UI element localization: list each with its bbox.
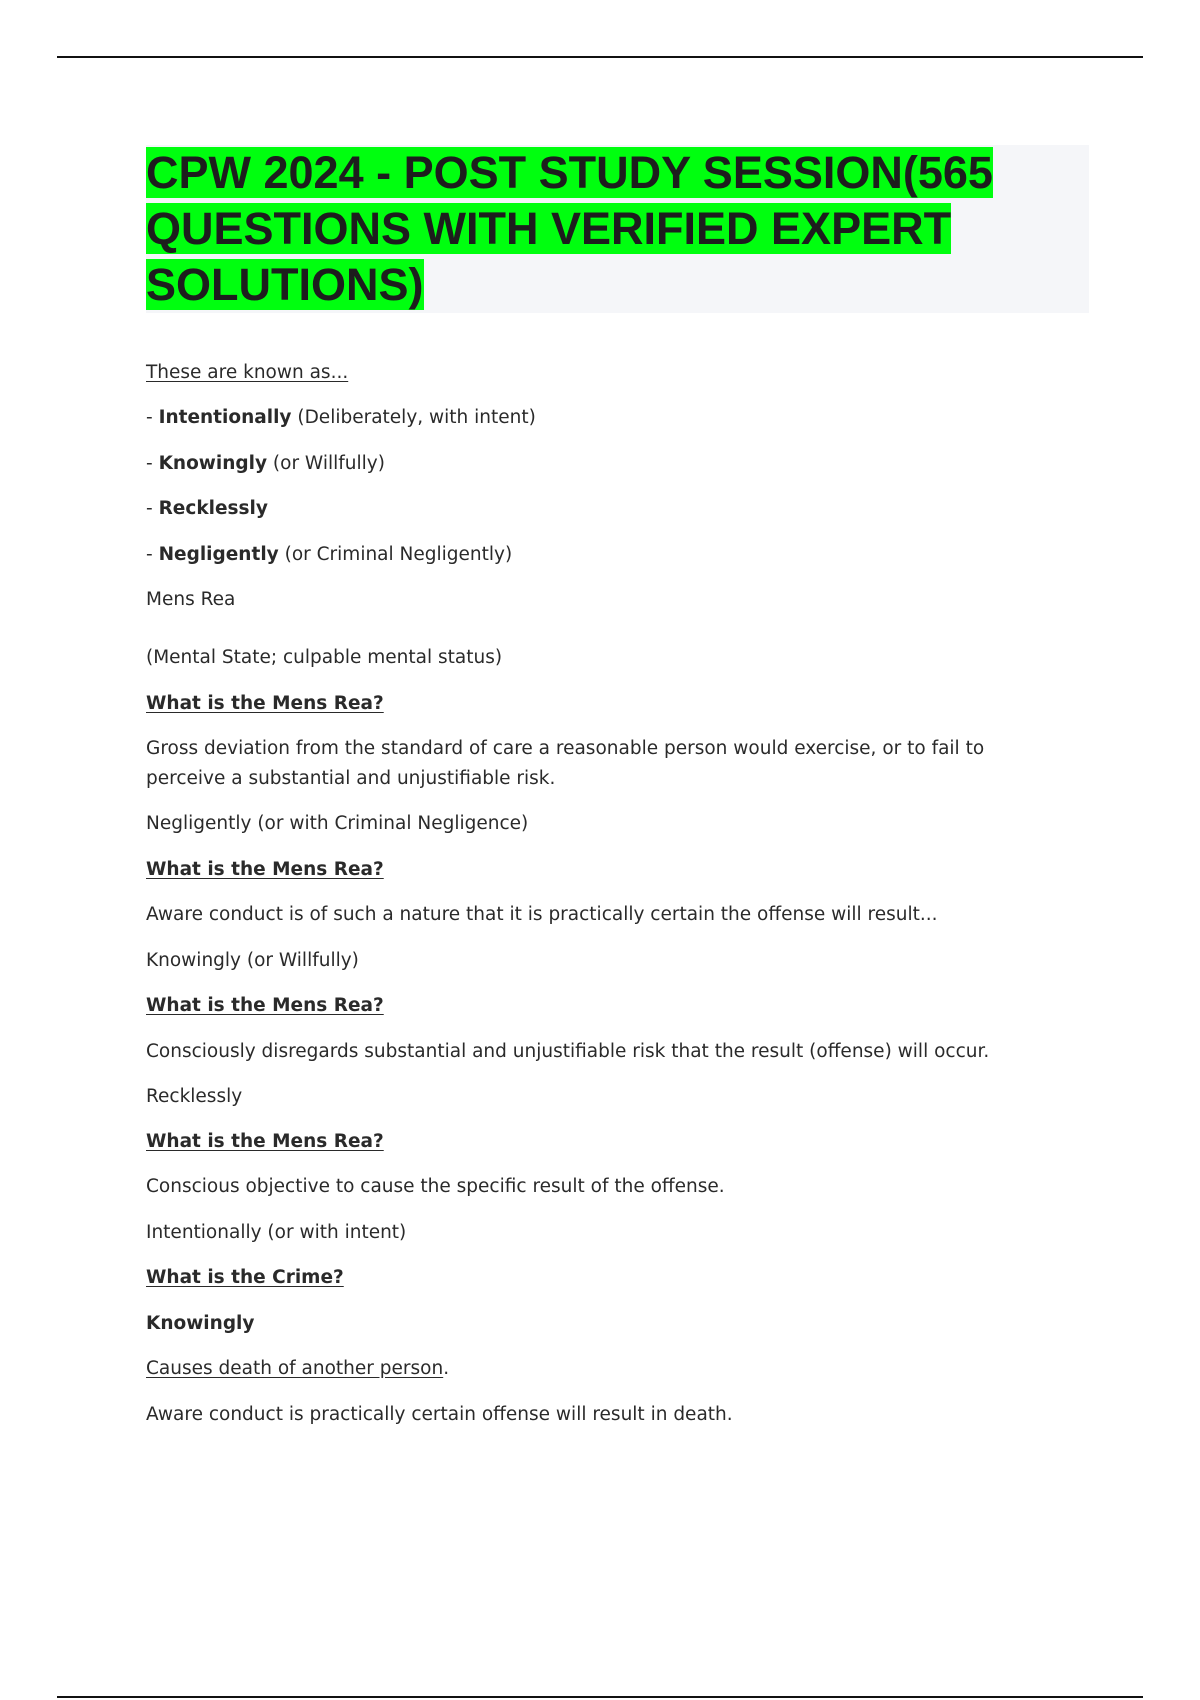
question-heading: What is the Mens Rea? — [146, 995, 384, 1016]
question-prompt: Conscious objective to cause the specific result of the offense. — [146, 1176, 725, 1197]
answer-mens-rea: Mens Rea — [146, 589, 236, 610]
document-title: CPW 2024 - POST STUDY SESSION(565 QUESTIONS WITH VERIFIED EXPERT SOLUTIONS) — [146, 147, 993, 310]
top-rule — [57, 56, 1143, 58]
question-heading: What is the Mens Rea? — [146, 1131, 384, 1152]
list-item-intentionally: - Intentionally (Deliberately, with intent) — [146, 407, 536, 428]
answer-mens-rea-note: (Mental State; culpable mental status) — [146, 647, 503, 668]
question-answer: Negligently (or with Criminal Negligence) — [146, 813, 529, 834]
crime-mens-rea: Knowingly — [146, 1313, 255, 1334]
list-item-negligently: - Negligently (or Criminal Negligently) — [146, 544, 513, 565]
question-answer: Knowingly (or Willfully) — [146, 950, 359, 971]
question-answer: Recklessly — [146, 1086, 243, 1107]
question-heading: What is the Mens Rea? — [146, 693, 384, 714]
title-box — [146, 145, 1089, 313]
question-prompt: Consciously disregards substantial and unjustifiable risk that the result (offense) will occur. — [146, 1041, 990, 1062]
crime-description: Aware conduct is practically certain offense will result in death. — [146, 1404, 733, 1425]
crime-act: Causes death of another person. — [146, 1358, 450, 1379]
list-item-recklessly: - Recklessly — [146, 498, 268, 519]
question-heading: What is the Mens Rea? — [146, 859, 384, 880]
question-answer: Intentionally (or with intent) — [146, 1222, 407, 1243]
document-body — [146, 358, 1066, 1430]
intro-heading: These are known as... — [146, 362, 349, 383]
question-prompt: Gross deviation from the standard of care a reasonable person would exercise, or to fail to perceive a substantial and unjustifiable risk. — [146, 738, 985, 789]
question-prompt: Aware conduct is of such a nature that it is practically certain the offense will result... — [146, 904, 938, 925]
list-item-knowingly: - Knowingly (or Willfully) — [146, 453, 385, 474]
bottom-rule — [57, 1696, 1143, 1698]
crime-question-heading: What is the Crime? — [146, 1267, 344, 1288]
